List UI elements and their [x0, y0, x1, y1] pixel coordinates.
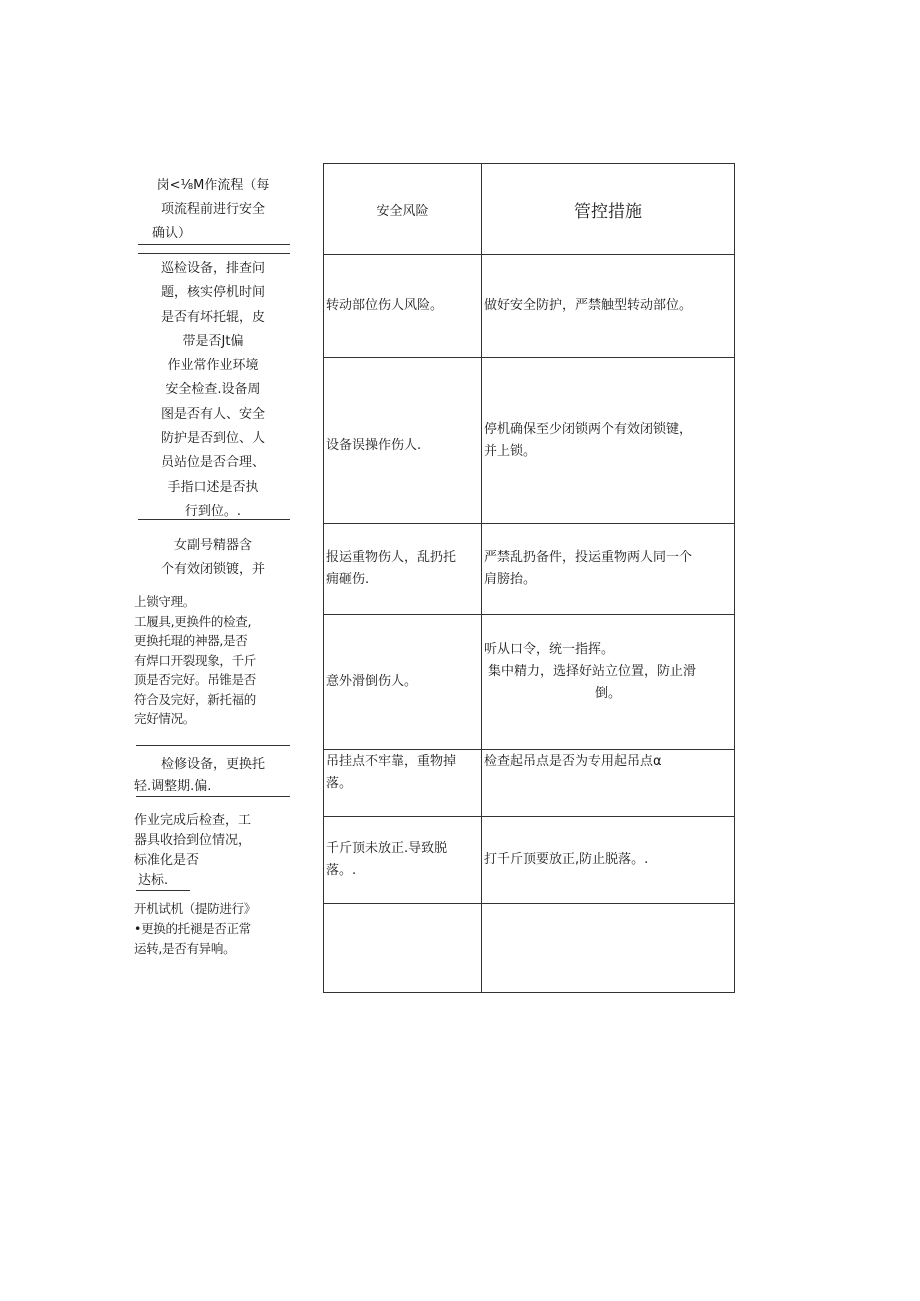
left-header-line: 项流程前进行安全	[160, 202, 265, 217]
control-text: 做好安全防护，严禁触型转动部位。	[484, 298, 693, 313]
divider	[136, 745, 290, 746]
header-control: 管控措施	[574, 201, 642, 222]
step-line: 工履具,更换件的检查,	[134, 613, 252, 629]
header-risk: 安全风险	[376, 203, 429, 219]
step-line: 防护是否到位、人	[160, 431, 265, 447]
risk-text: 报运重物伤人，乱扔托	[326, 550, 457, 565]
step-inspect-equipment	[134, 257, 292, 524]
step-line: 开机试机（提防进行》	[134, 901, 257, 916]
table-row	[324, 255, 735, 358]
risk-text: 转动部位伤人风险。	[326, 298, 444, 313]
risk-cell	[324, 524, 482, 615]
table-row	[324, 524, 735, 615]
control-cell-empty	[482, 904, 735, 993]
step-line: •更换的托褪是否正常	[134, 921, 251, 936]
step-line: 运转,是否有异响。	[134, 941, 236, 956]
step-line: 轻.调整期.偏.	[134, 779, 212, 794]
table-row	[324, 904, 735, 993]
control-text: 打千斤顶要放正,防止脱落。.	[484, 852, 649, 867]
control-text: 检查起吊点是否为专用起吊点α	[484, 754, 662, 769]
step-line: 达标.	[138, 873, 169, 888]
step-line: 行到位。.	[184, 503, 242, 519]
step-line: 员站位是否合理、	[160, 455, 265, 471]
step-line: 器具收拾到位情况，	[134, 833, 252, 848]
control-cell	[482, 524, 735, 615]
risk-cell	[324, 817, 482, 904]
risk-control-table	[323, 163, 735, 993]
divider	[138, 519, 290, 520]
risk-text: 意外滑倒伤人。	[326, 674, 418, 689]
divider	[136, 796, 290, 797]
divider	[138, 244, 290, 245]
step-line: 带是否Jt偏	[182, 333, 244, 349]
step-line: 更换托琨的神器,是否	[134, 633, 248, 648]
risk-text: 落。.	[326, 863, 357, 878]
control-text: 倒。	[594, 686, 621, 701]
step-line: 手指口述是否执	[167, 479, 259, 495]
left-header	[134, 174, 292, 246]
risk-cell	[324, 358, 482, 524]
risk-text: 设备误操作伤人.	[326, 437, 422, 453]
control-cell	[482, 358, 735, 524]
risk-cell-empty	[324, 904, 482, 993]
control-text: 听从口令，统一指挥。	[484, 642, 615, 657]
control-text: 严禁乱扔备件，投运重物两人同一个	[484, 550, 693, 565]
risk-text: 痈砸伤.	[326, 572, 370, 587]
table-header-row	[324, 164, 735, 255]
step-line: 有焊口开裂现象，千斤	[134, 652, 257, 668]
step-line: 上锁守理。	[134, 594, 196, 609]
risk-text: 吊挂点不牢靠，重物掉	[326, 754, 457, 769]
control-cell	[482, 817, 735, 904]
left-header-line: 确认）	[152, 226, 192, 241]
step-line: 检修设备，更换托	[160, 757, 265, 772]
table-row	[324, 615, 735, 750]
step-test-run	[134, 899, 292, 959]
header-risk-cell	[324, 164, 482, 255]
step-line: 安全检查.设备周	[165, 382, 261, 398]
step-lockout	[134, 534, 292, 582]
step-post-check	[134, 811, 292, 891]
left-header-line: 岗<⅛M作流程（每	[156, 178, 270, 193]
control-cell	[482, 750, 735, 817]
control-cell	[482, 615, 735, 750]
divider	[136, 890, 190, 891]
step-line: 题，核实停机时间	[160, 285, 265, 301]
control-text: 停机确保至少闭锁两个有效闭锁键，	[484, 421, 693, 437]
divider	[138, 253, 290, 254]
risk-cell	[324, 750, 482, 817]
step-line: 作业完成后检查，工	[134, 813, 252, 828]
step-line: 作业常作业环境	[167, 358, 259, 374]
control-text: 肩膀抬。	[484, 572, 537, 587]
risk-cell	[324, 615, 482, 750]
step-tool-check	[134, 592, 292, 729]
control-text: 并上锁。	[484, 443, 537, 459]
step-line: 标准化是否	[134, 853, 200, 868]
risk-text: 落。	[326, 776, 353, 791]
table-row	[324, 750, 735, 817]
step-line: 女副号精器含	[173, 538, 252, 553]
table-row	[324, 358, 735, 524]
risk-cell	[324, 255, 482, 358]
step-line: 个有效闭锁镀，并	[160, 562, 265, 577]
table-row	[324, 817, 735, 904]
step-line: 图是否有人、安全	[160, 406, 265, 422]
risk-text: 千斤顶未放正.导致脱	[326, 841, 448, 856]
control-text: 集中精力，选择好站立位置，防止滑	[488, 664, 697, 679]
step-line: 是否有坏托辊，皮	[160, 309, 265, 325]
step-line: 符合及完好，新托福的	[134, 691, 257, 707]
control-cell	[482, 255, 735, 358]
step-line: 顶是否完好。吊锥是否	[134, 672, 257, 687]
header-control-cell	[482, 164, 735, 255]
step-line: 巡检设备，排查问	[160, 261, 265, 276]
step-line: 完好情况。	[134, 711, 196, 726]
step-replace-roller	[134, 754, 292, 798]
